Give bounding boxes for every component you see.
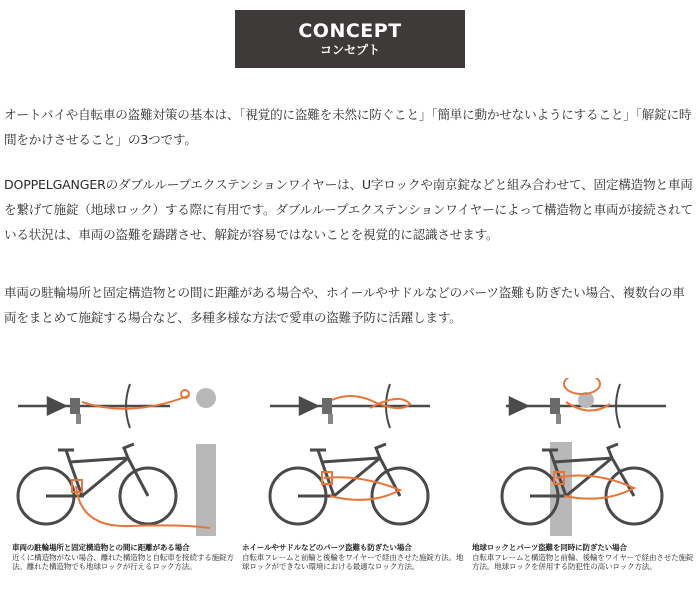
bicycle-lock-illustration [240,378,465,538]
concept-banner [235,10,465,68]
post-icon [196,388,216,408]
caption-heading: ホイールやサドルなどのパーツ盗難も防ぎたい場合 [242,543,412,552]
figure-caption [242,543,466,572]
paragraph-intro: オートバイや自転車の盗難対策の基本は、「視覚的に盗難を未然に防ぐこと」「簡単に動かせないようにすること」「解錠に時間をかけさせること」の3つです。 [4,107,692,147]
caption-heading: 車両の駐輪場所と固定構造物との間に距離がある場合 [12,543,190,552]
figure-caption [12,543,236,572]
bicycle-lock-illustration [470,378,695,538]
caption-body: 近くに構造物がない場合、離れた構造物と自転車を接続する施錠方法。離れた構造物でも地球ロックが行えるロック方法。 [12,552,234,572]
caption-heading: 地球ロックとパーツ盗難を同時に防ぎたい場合 [472,543,627,552]
bicycle-side-view-icon [502,444,662,524]
figure-caption [472,543,696,572]
figure-parts-theft [240,378,465,598]
section-title: CONCEPT [298,20,402,42]
section-subtitle: コンセプト [319,43,380,57]
post-icon [196,444,216,536]
figure-distant-structure [10,378,235,598]
paragraph-usage: 車両の駐輪場所と固定構造物との間に距離がある場合や、ホイールやサドルなどのパーツ盗難も防ぎたい場合、複数台の車両をまとめて施錠する場合など、多種多様な方法で愛車の盗難予防に活躍します。 [4,285,685,325]
bicycle-lock-illustration [10,378,235,538]
bicycle-side-view-icon [18,444,176,524]
figure-combined [470,378,695,598]
bicycle-side-view-icon [270,444,428,524]
caption-body: 自転車フレームと構造物と前輪、後輪をワイヤーで経由させた施錠方法。地球ロックを併用する防犯性の高いロック方法。 [472,552,694,572]
paragraph-product: DOPPELGANGERのダブルループエクステンションワイヤーは、U字ロックや南京錠などと組み合わせて、固定構造物と車両を繋げて施錠（地球ロック）する際に有用です。ダブルループエクステンションワイヤーによって構造物と車両が接続されている状況は、車両の盗難を躊躇させ、解錠が容易ではないことを視覚的に認識させます。 [4,177,693,242]
caption-body: 自転車フレームと前輪と後輪をワイヤーで経由させた施錠方法。地球ロックができない環境における最適なロック方法。 [242,552,464,572]
